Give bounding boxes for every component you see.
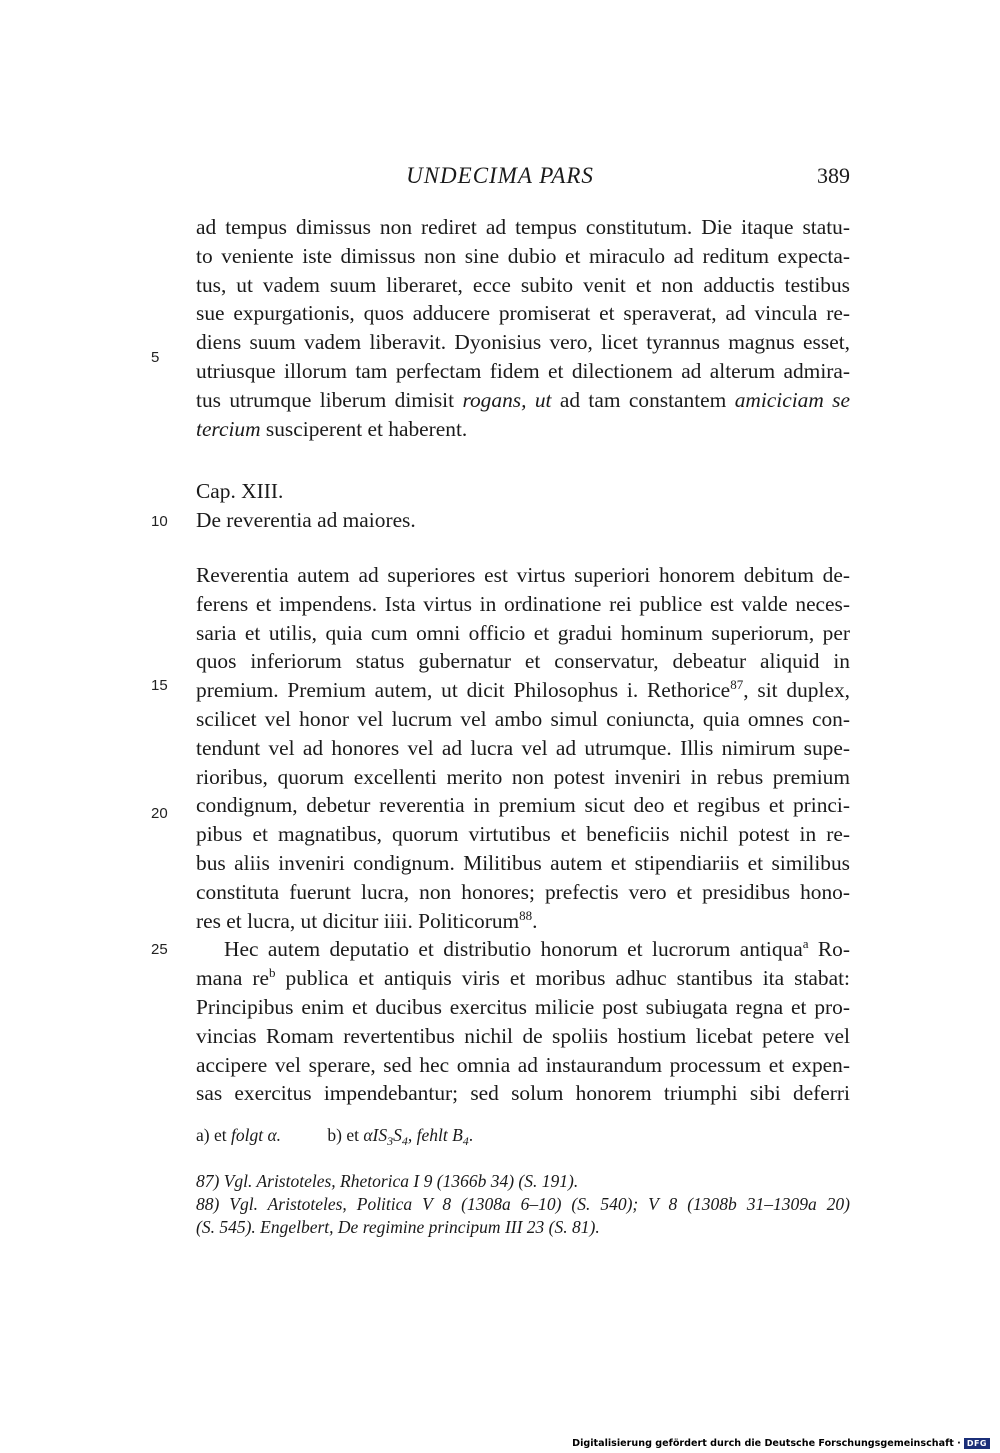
text-line: scilicet vel honor vel lucrum vel ambo simul coniuncta, quia omnes con- <box>196 706 850 731</box>
footnote-87: 87) Vgl. Aristoteles, Rhetorica I 9 (1366b 34) (S. 191). <box>196 1171 579 1191</box>
text-line: premium. Premium autem, ut dicit Philosophus i. Rethorice$^{87}$, sit duplex, <box>196 677 850 703</box>
digitization-credit <box>572 1438 990 1449</box>
apparatus-ref: b <box>268 965 276 981</box>
apparatus-entry-a: a) et folgt α. <box>196 1125 282 1145</box>
chapter-number: Cap. XIII. <box>196 479 284 503</box>
text-line: tercium susciperent et haberent. <box>196 416 468 441</box>
footnotes <box>196 1170 850 1239</box>
text-line: pibus et magnatibus, quorum virtutibus et beneficiis nichil potest in re- <box>196 822 850 847</box>
text-line: to veniente iste dimissus non sine dubio et miraculo ad reditum expecta- <box>196 243 850 268</box>
text-line: accipere vel sperare, sed hec omnia ad instaurandum processum et expen- <box>196 1052 850 1077</box>
line-number: 15 <box>151 677 168 694</box>
paragraph-reverentia <box>196 561 850 1108</box>
footnote-88-continued: (S. 545). Engelbert, De regimine principum III 23 (S. 81). <box>196 1217 600 1237</box>
text-line: utriusque illorum tam perfectam fidem et dilectionem ad alterum admira- <box>196 358 850 383</box>
line-number: 25 <box>151 941 168 958</box>
line-number: 20 <box>151 805 168 822</box>
footnote-ref: 88 <box>519 907 533 923</box>
text-line: sas exercitus impendebantur; sed solum honorem triumphi sibi deferri <box>196 1081 850 1106</box>
footnote-ref: 87 <box>730 677 744 693</box>
chapter-title: De reverentia ad maiores. <box>196 507 416 532</box>
chapter-heading <box>196 477 850 535</box>
text-line: tendunt vel ad honores vel ad lucra vel ad utrumque. Illis nimirum supe- <box>196 735 850 760</box>
text-line: ferens et impendens. Ista virtus in ordinatione rei publice est valde neces- <box>196 591 850 616</box>
dfg-logo: DFG <box>964 1438 990 1449</box>
text-line: ad tempus dimissus non rediret ad tempus constitutum. Die itaque statu- <box>196 215 850 239</box>
text-line: Reverentia autem ad superiores est virtus superiori honorem debitum de- <box>196 563 850 587</box>
text-line: Hec autem deputatio et distributio honorum et lucrorum antiqua$^a$ Ro- <box>224 936 850 962</box>
line-number: 10 <box>151 513 168 530</box>
paragraph-dionysius <box>196 213 850 443</box>
text-line: Principibus enim et ducibus exercitus milicie post subiugata regna et pro- <box>196 994 850 1019</box>
text-line: res et lucra, ut dicitur iiii. Politicorum$^{88}$. <box>196 907 538 933</box>
text-line: bus aliis inveniri condignum. Militibus autem et stipendiariis et similibus <box>196 850 850 875</box>
line-number: 5 <box>151 349 160 366</box>
text-line: diens suum vadem liberavit. Dyonisius vero, licet tyrannus magnus esset, <box>196 330 850 355</box>
text-line: tus utrumque liberum dimisit rogans, ut ad tam constantem amiciciam se <box>196 387 850 412</box>
text-line: vincias Romam revertentibus nichil de spoliis hostium licebat petere vel <box>196 1023 850 1048</box>
text-line: rioribus, quorum excellenti merito non potest inveniri in rebus premium <box>196 764 850 789</box>
text-line: mana $re^b$ publica et antiquis viris et moribus adhuc stantibus ita stabat: <box>196 965 850 991</box>
text-line: quos inferiorum status gubernatur et conservatur, debeatur aliquid in <box>196 649 850 674</box>
apparatus-ref: a <box>802 936 809 952</box>
text-line: saria et utilis, quia cum omni officio et gradui hominum superiorum, per <box>196 620 850 645</box>
text-line: condignum, debetur reverentia in premium sicut deo et regibus et princi- <box>196 793 850 818</box>
page-number: 389 <box>817 163 850 188</box>
credit-text: Digitalisierung gefördert durch die Deutsche Forschungsgemeinschaft · <box>572 1438 961 1449</box>
text-line: constituta fuerunt lucra, non honores; prefectis vero et presidibus hono- <box>196 879 850 904</box>
text-line: tus, ut vadem suum liberaret, ecce subito venit et non adductis testibus <box>196 272 850 297</box>
footnote-88: 88) Vgl. Aristoteles, Politica V 8 (1308a 6–10) (S. 540); V 8 (1308b 31–1309a 20) <box>196 1194 850 1214</box>
running-title: UNDECIMA PARS <box>406 163 594 188</box>
text-line: sue expurgationis, quos adducere promiserat et speraverat, ad vincula re- <box>196 301 850 326</box>
apparatus-entry-b: b) et $\alpha IS_3S_4$, fehlt $B_4$. <box>327 1125 474 1148</box>
critical-apparatus <box>196 1125 473 1146</box>
